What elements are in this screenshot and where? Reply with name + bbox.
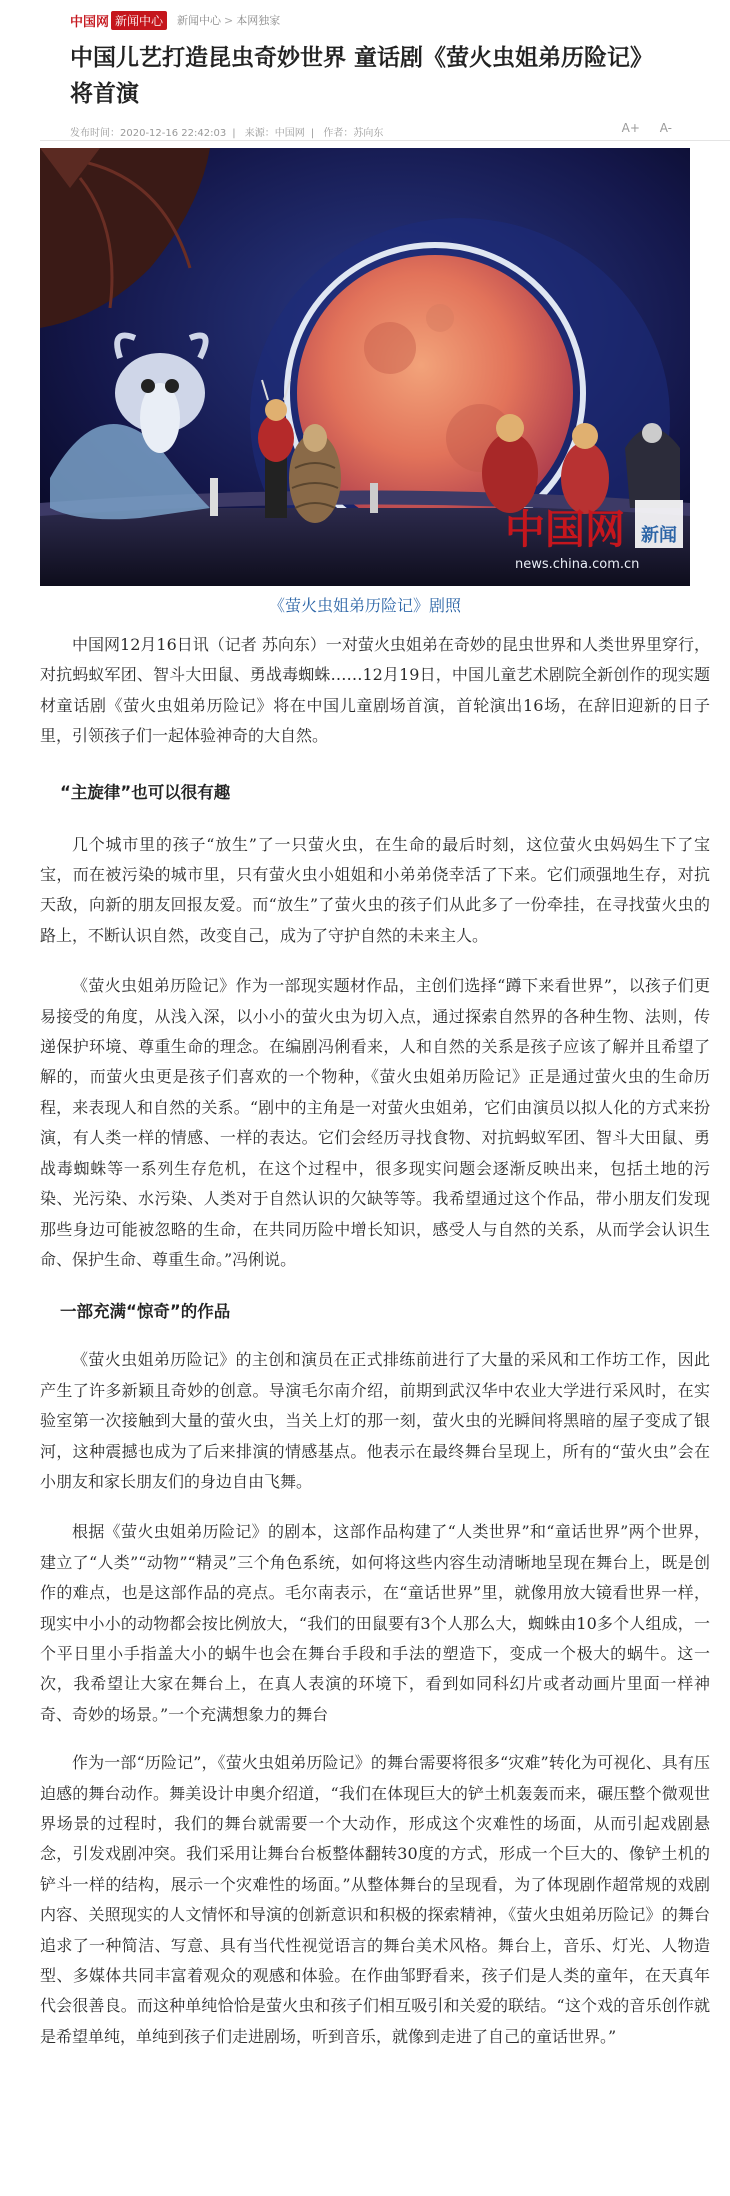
paragraph: 《萤火虫姐弟历险记》作为一部现实题材作品，主创们选择“蹲下来看世界”，以孩子们更易接受的角度，从浅入深，以小小的萤火虫为切入点，通过探索自然界的各种生物、法则，传递保护环境、尊重生命的理念。在编剧冯俐看来，人和自然的关系是孩子应该了解并且希望了解的，而萤火虫更是孩子们喜欢的一个物种，《萤火虫姐弟历险记》正是通过萤火虫的生命历程，来表现人和自然的关系。“剧中的主角是一对萤火虫姐弟，它们由演员以拟人化的方式来扮演，有人类一样的情感、一样的表达。它们会经历寻找食物、对抗蚂蚁军团、智斗大田鼠、勇战毒蜘蛛等一系列生存危机，在这个过程中，很多现实问题会逐渐反映出来，包括土地的污染、光污染、水污染、人类对于自然认识的欠缺等等。我希望通过这个作品，带小朋友们发现那些身边可能被忽略的生命，在共同历险中增长知识，感受人与自然的关系，从而学会认识生命、保护生命、尊重生命。”冯俐说。	[40, 976, 710, 1269]
news-center-badge[interactable]: 新闻中心	[111, 11, 167, 30]
stage-photo-illustration	[40, 148, 690, 586]
paragraph: 《萤火虫姐弟历险记》的主创和演员在正式排练前进行了大量的采风和工作坊工作，因此产生了许多新颖且奇妙的创意。导演毛尔南介绍，前期到武汉华中农业大学进行采风时，在实验室第一次接触到大量的萤火虫，当关上灯的那一刻，萤火虫的光瞬间将黑暗的屋子变成了银河，这种震撼也成为了后来排演的情感基点。他表示在最终舞台呈现上，所有的“萤火虫”会在小朋友和家长朋友们的身边自由飞舞。	[40, 1350, 710, 1491]
stage-photo	[40, 148, 690, 586]
font-increase-button[interactable]: A+	[621, 121, 640, 135]
breadcrumb-item-exclusive[interactable]: 本网独家	[236, 14, 281, 27]
article-title: 中国儿艺打造昆虫奇妙世界 童话剧《萤火虫姐弟历险记》将首演	[70, 45, 654, 107]
watermark-news-label: 新闻	[641, 525, 677, 546]
photo-caption: 《萤火虫姐弟历险记》剧照	[268, 596, 461, 615]
top-bar	[70, 10, 280, 30]
source: 来源：中国网	[244, 128, 305, 139]
paragraph: 作为一部“历险记”，《萤火虫姐弟历险记》的舞台需要将很多“灾难”转化为可视化、具有压迫感的舞台动作。舞美设计申奥介绍道，“我们在体现巨大的铲土机轰轰而来，碾压整个微观世界场景的过程时，我们的舞台就需要一个大动作，形成这个灾难性的场面，从而引起戏剧悬念，引发戏剧冲突。我们采用让舞台台板整体翻转30度的方式，形成一个巨大的、像铲土机的铲斗一样的结构，展示一个灾难性的场面。”从整体舞台的呈现看，为了体现剧作超常规的戏剧内容、关照现实的人文情怀和导演的创新意识和积极的探索精神，《萤火虫姐弟历险记》的舞台追求了一种简洁、写意、具有当代性视觉语言的舞台美术风格。舞台上，音乐、灯光、人物造型、多媒体共同丰富着观众的观感和体验。在作曲邹野看来，孩子们是人类的童年，在天真年代会很善良。而这种单纯恰恰是萤火虫和孩子们相互吸引和关爱的联结。“这个戏的音乐创作就是希望单纯，单纯到孩子们走进剧场，听到音乐，就像到走进了自己的童话世界。”	[40, 1753, 710, 2046]
subheading: 一部充满“惊奇”的作品	[60, 1302, 231, 1322]
meta-separator: |	[232, 128, 236, 139]
watermark-url: news.china.com.cn	[515, 557, 640, 572]
paragraph: 几个城市里的孩子“放生”了一只萤火虫，在生命的最后时刻，这位萤火虫妈妈生下了宝宝，而在被污染的城市里，只有萤火虫小姐姐和小弟弟侥幸活了下来。它们顽强地生存，对抗天敌，向新的朋友回报友爱。而“放生”了萤火虫的孩子们从此多了一份牵挂，在寻找萤火虫的路上，不断认识自然，改变自己，成为了守护自然的未来主人。	[40, 834, 710, 945]
font-size-controls	[606, 121, 672, 135]
site-logo[interactable]: 中国网	[70, 14, 110, 30]
paragraph: 根据《萤火虫姐弟历险记》的剧本，这部作品构建了“人类世界”和“童话世界”两个世界，建立了“人类”“动物”“精灵”三个角色系统，如何将这些内容生动清晰地呈现在舞台上，既是创作的难点，也是这部作品的亮点。毛尔南表示，在“童话世界”里，就像用放大镜看世界一样，现实中小小的动物都会按比例放大，“我们的田鼠要有3个人那么大，蜘蛛由10多个人组成，一个平日里小手指盖大小的蜗牛也会在舞台手段和手法的塑造下，变成一个极大的蜗牛。这一次，我希望让大家在舞台上，在真人表演的环境下，看到如同科幻片或者动画片里面一样神奇、奇妙的场景。”一个充满想象力的舞台	[40, 1522, 710, 1724]
breadcrumb-item-news-center[interactable]: 新闻中心	[177, 14, 222, 27]
publish-time: 发布时间：2020-12-16 22:42:03	[70, 128, 227, 139]
font-decrease-button[interactable]: A-	[659, 121, 672, 135]
watermark-china-net: 中国网	[505, 506, 625, 553]
subheading: “主旋律”也可以很有趣	[60, 782, 231, 802]
paragraph: 中国网12月16日讯（记者 苏向东）一对萤火虫姐弟在奇妙的昆虫世界和人类世界里穿行，对抗蚂蚁军团、智斗大田鼠、勇战毒蜘蛛……12月19日，中国儿童艺术剧院全新创作的现实题材童话剧《萤火虫姐弟历险记》将在中国儿童剧场首演，首轮演出16场，在辞旧迎新的日子里，引领孩子们一起体验神奇的大自然。	[40, 635, 710, 746]
breadcrumb	[177, 12, 280, 28]
article-body	[40, 620, 710, 2052]
breadcrumb-separator: >	[224, 14, 234, 27]
author: 作者：苏向东	[323, 128, 384, 139]
meta-separator: |	[310, 128, 315, 139]
header-divider	[40, 140, 730, 141]
article-meta	[70, 124, 389, 139]
